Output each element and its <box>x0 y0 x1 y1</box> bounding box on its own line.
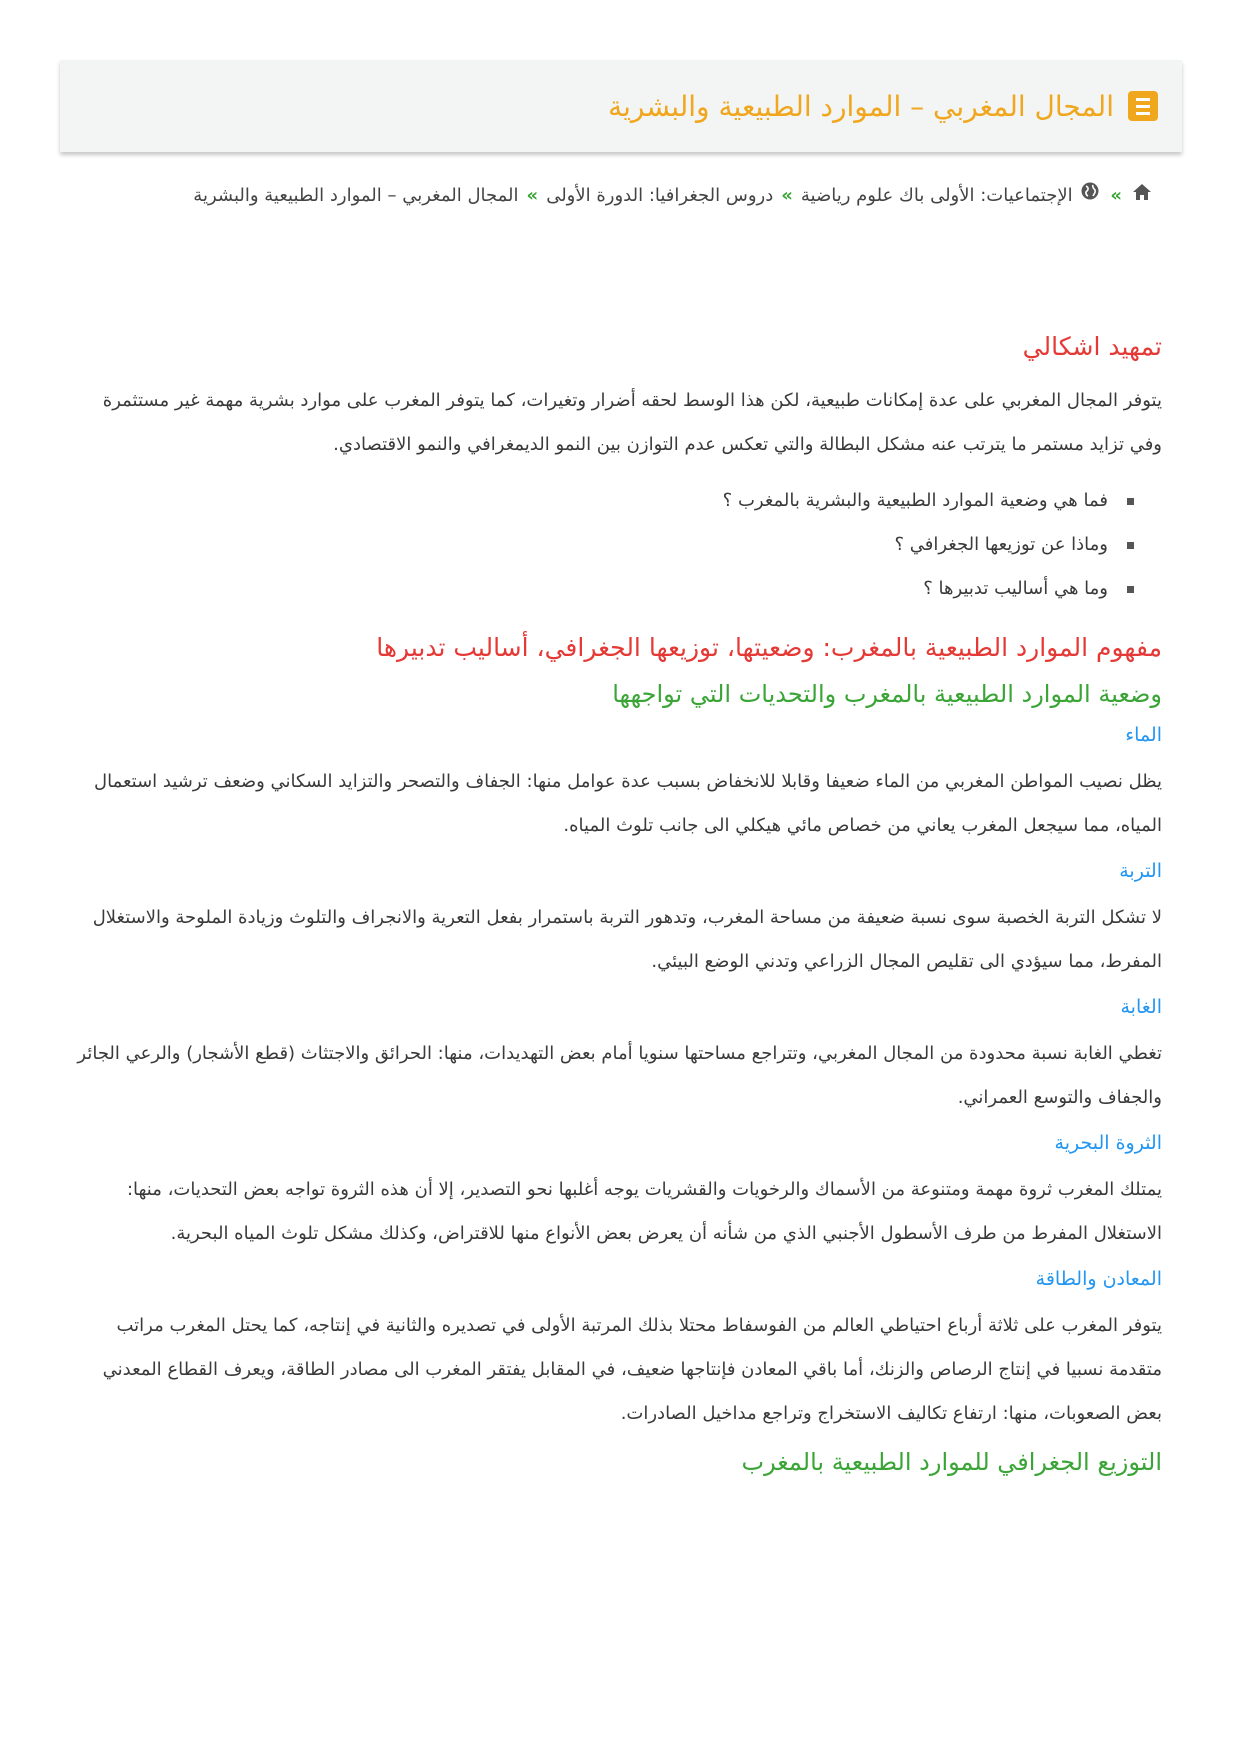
topic-text-soil: لا تشكل التربة الخصبة سوى نسبة ضعيفة من مساحة المغرب، وتدهور التربة باستمرار بفعل التعرية والانجراف والتلوث وزيادة الملوحة والاستغلال المفرط، مما سيؤدي الى تقليص المجال الزراعي وتدني الوضع البيئي. <box>92 907 1162 972</box>
list-item: وماذا عن توزيعها الجغرافي ؟ <box>76 523 1134 567</box>
topic-text-water: يظل نصيب المواطن المغربي من الماء ضعيفا وقابلا للانخفاض بسبب عدة عوامل منها: الجفاف والتصحر والتزايد السكاني وضعف ترشيد استعمال المياه، مما سيجعل المغرب يعاني من خصاص مائي هيكلي الى جانب تلوث المياه. <box>94 771 1162 836</box>
questions-list <box>76 479 1162 611</box>
subsection-heading: وضعية الموارد الطبيعية بالمغرب والتحديات التي تواجهها <box>612 680 1162 708</box>
topic-title-soil: التربة <box>1119 860 1162 882</box>
topic-text-minerals: يتوفر المغرب على ثلاثة أرباع احتياطي العالم من الفوسفاط محتلا بذلك المرتبة الأولى في تصديره والثانية في إنتاجه، كما يحتل المغرب مراتب متقدمة نسبيا في إنتاج الرصاص والزنك، أما باقي المعادن فإنتاجها ضعيف، في المقابل يفتقر المغرب الى مصادر الطاقة، ويعرف القطاع المعدني بعض الصعوبات، منها: ارتفاع تكاليف الاستخراج وتراجع مداخيل الصادرات. <box>102 1315 1162 1424</box>
subsection-heading-distribution: التوزيع الجغرافي للموارد الطبيعية بالمغرب <box>741 1448 1162 1476</box>
topic-title-marine: الثروة البحرية <box>1054 1132 1162 1154</box>
intro-paragraph: يتوفر المجال المغربي على عدة إمكانات طبيعية، لكن هذا الوسط لحقه أضرار وتغيرات، كما يتوفر المغرب على موارد بشرية مهمة غير مستثمرة وفي تزايد مستمر ما يترتب عنه مشكل البطالة والتي تعكس عدم التوازن بين النمو الديمغرافي والنمو الاقتصادي. <box>102 390 1162 455</box>
topic-title-forest: الغابة <box>1120 996 1162 1018</box>
page-title: المجال المغربي – الموارد الطبيعية والبشرية <box>608 89 1114 123</box>
intro-heading: تمهيد اشكالي <box>1022 332 1162 361</box>
topic-text-forest: تغطي الغابة نسبة محدودة من المجال المغربي، وتتراجع مساحتها سنويا أمام بعض التهديدات، منها: الحرائق والاجتثاث (قطع الأشجار) والرعي الجائر والجفاف والتوسع العمراني. <box>77 1043 1162 1108</box>
breadcrumb <box>144 174 1154 218</box>
breadcrumb-current: المجال المغربي – الموارد الطبيعية والبشرية <box>193 185 519 206</box>
breadcrumb-separator: » <box>781 185 793 206</box>
breadcrumb-separator: » <box>1110 185 1122 206</box>
article-content <box>76 332 1162 1492</box>
globe-icon <box>1080 174 1100 218</box>
breadcrumb-link-class[interactable]: الإجتماعيات: الأولى باك علوم رياضية <box>800 185 1073 206</box>
page-header <box>60 60 1182 152</box>
topic-title-water: الماء <box>1125 724 1162 746</box>
topic-title-minerals: المعادن والطاقة <box>1035 1268 1162 1290</box>
breadcrumb-separator: » <box>526 185 539 206</box>
topic-text-marine: يمتلك المغرب ثروة مهمة ومتنوعة من الأسماك والرخويات والقشريات يوجه أغلبها نحو التصدير، إلا أن هذه الثروة تواجه بعض التحديات، منها: الاستغلال المفرط من طرف الأسطول الأجنبي الذي من شأنه أن يعرض بعض الأنواع منها للاقتراض، وكذلك مشكل تلوث المياه البحرية. <box>126 1179 1162 1244</box>
section-heading: مفهوم الموارد الطبيعية بالمغرب: وضعيتها، توزيعها الجغرافي، أساليب تدبيرها <box>376 633 1162 662</box>
home-icon[interactable] <box>1132 174 1152 218</box>
list-item: فما هي وضعية الموارد الطبيعية والبشرية بالمغرب ؟ <box>76 479 1134 523</box>
list-item: وما هي أساليب تدبيرها ؟ <box>76 567 1134 611</box>
breadcrumb-link-lessons[interactable]: دروس الجغرافيا: الدورة الأولى <box>546 185 774 206</box>
document-icon <box>1128 91 1158 121</box>
